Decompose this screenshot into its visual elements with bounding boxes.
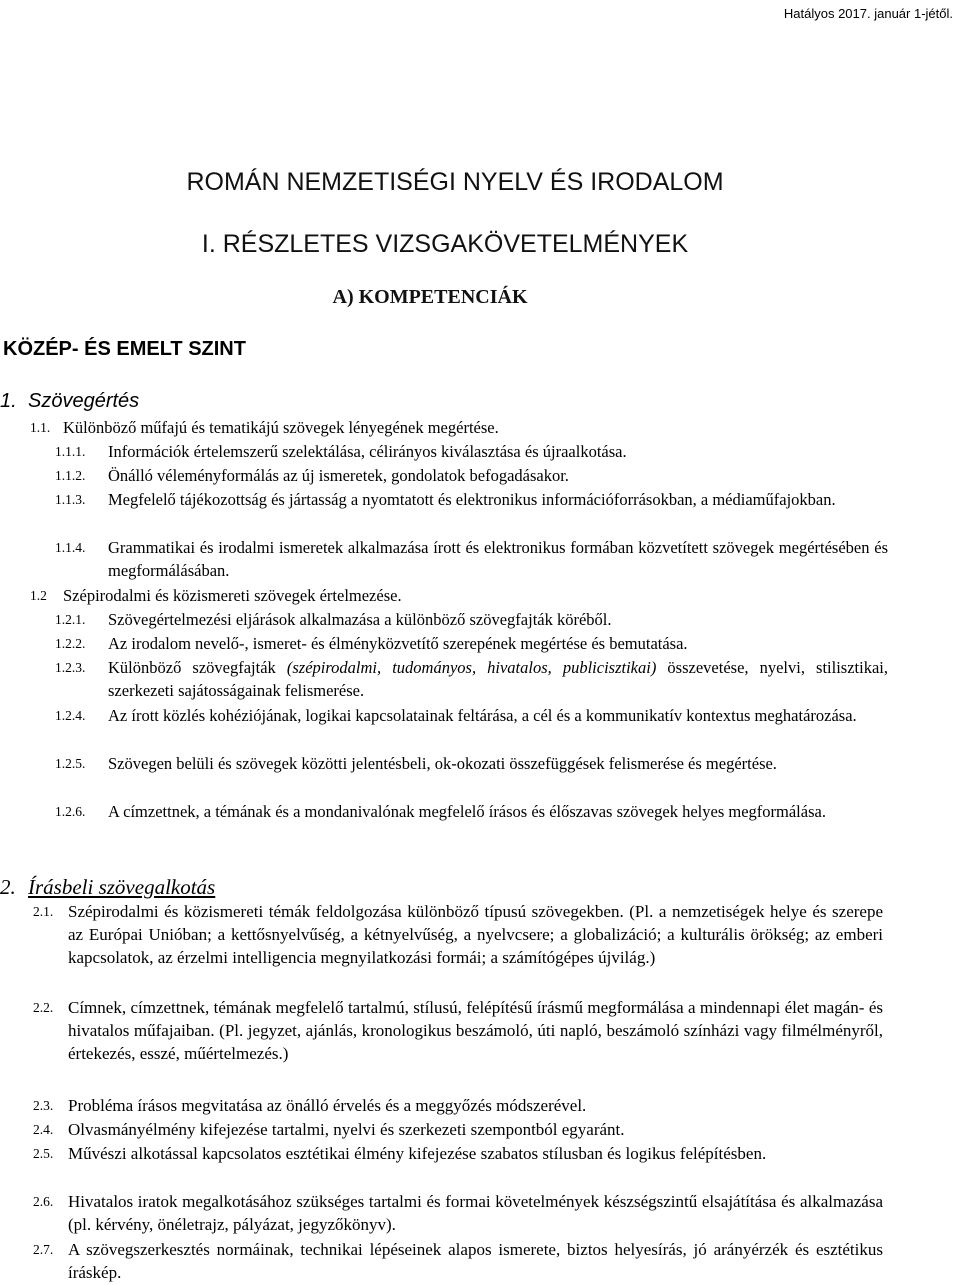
item-number: 1.1.2.	[55, 468, 86, 483]
item-text: Grammatikai és irodalmi ismeretek alkalmazása írott és elektronikus formában közvetített szövegek megértésében és megformálásában.	[108, 538, 888, 580]
item-text: Önálló véleményformálás az új ismeretek, gondolatok befogadásakor.	[108, 466, 569, 485]
item-text-part: Különböző szövegfajták	[108, 658, 287, 677]
subsection-title: Írásbeli szövegalkotás	[28, 875, 216, 899]
item-text-part: összevetése, nyelvi, stilisztikai, szerkezeti sajátosságainak felismerése.	[108, 658, 888, 700]
item-text: Probléma írásos megvitatása az önálló érvelés és a meggyőzés módszerével.	[68, 1096, 587, 1115]
item-text: Szépirodalmi és közismereti szövegek értelmezése.	[63, 586, 402, 605]
item-number: 2.3.	[33, 1098, 54, 1113]
item-number: 1.2.4.	[55, 708, 86, 723]
item-text: A címzettnek, a témának és a mondanivalónak megfelelő írásos és élőszavas szövegek helyes megformálása.	[108, 802, 826, 821]
item-number: 1.1.4.	[55, 540, 86, 555]
item-text: Olvasmányélmény kifejezése tartalmi, nyelvi és szerkezeti szempontból egyaránt.	[68, 1120, 625, 1139]
part-heading: A) KOMPETENCIÁK	[332, 286, 528, 308]
item-text: Hivatalos iratok megalkotásához szükséges tartalmi és formai követelmények készségszintű elsajátítása és alkalmazása (pl. kérvény, önéletrajz, pályázat, jegyzőkönyv).	[68, 1192, 883, 1234]
item-number: 2.2.	[33, 1000, 54, 1015]
level-heading: KÖZÉP- ÉS EMELT SZINT	[3, 338, 246, 360]
item-text: Művészi alkotással kapcsolatos esztétikai élmény kifejezése szabatos stílusban és logikus felépítésben.	[68, 1144, 767, 1163]
item-text: Az írott közlés kohéziójának, logikai kapcsolatainak feltárása, a cél és a kommunikatív kontextus meghatározása.	[108, 706, 857, 725]
subsection-number: 2.	[0, 875, 16, 899]
item-text: Különböző műfajú és tematikájú szövegek lényegének megértése.	[63, 418, 499, 437]
item-number: 2.6.	[33, 1194, 54, 1209]
item-number: 1.2.6.	[55, 804, 86, 819]
subsection-heading-2	[0, 875, 215, 900]
subsection-heading-1	[0, 390, 139, 413]
item-text: Az irodalom nevelő-, ismeret- és élményközvetítő szerepének megértése és bemutatása.	[108, 634, 688, 653]
subsection-title: Szövegértés	[28, 390, 140, 412]
item-text: Információk értelemszerű szelektálása, célirányos kiválasztása és újraalkotása.	[108, 442, 627, 461]
item-number: 1.1.3.	[55, 492, 86, 507]
item-number: 1.2.5.	[55, 756, 86, 771]
item-text	[108, 656, 888, 702]
item-number: 2.5.	[33, 1146, 54, 1161]
document-title: ROMÁN NEMZETISÉGI NYELV ÉS IRODALOM	[186, 168, 724, 196]
item-text: A szövegszerkesztés normáinak, technikai lépéseinek alapos ismerete, biztos helyesírás, jó arányérzék és esztétikus íráskép.	[68, 1240, 883, 1282]
section-heading: I. RÉSZLETES VIZSGAKÖVETELMÉNYEK	[201, 230, 689, 258]
item-number: 1.1.1.	[55, 444, 86, 459]
item-text: Címnek, címzettnek, témának megfelelő tartalmú, stílusú, felépítésű írásmű megformálása a mindennapi élet magán- és hivatalos műfajaiban. (Pl. jegyzet, ajánlás, kronologikus beszámoló, úti napló, beszámoló színházi vagy filmélményről, értekezés, esszé, műértelmezés.)	[68, 998, 883, 1063]
item-text: Megfelelő tájékozottság és jártasság a nyomtatott és elektronikus információforrásokban, a médiaműfajokban.	[108, 490, 836, 509]
item-text: Szövegen belüli és szövegek közötti jelentésbeli, ok-okozati összefüggések felismerése és megértése.	[108, 754, 777, 773]
item-number: 1.1.	[30, 420, 51, 435]
effective-date-note: Hatályos 2017. január 1-jétől.	[783, 6, 953, 21]
item-number: 1.2.3.	[55, 660, 86, 675]
item-text: Szövegértelmezési eljárások alkalmazása a különböző szövegfajták köréből.	[108, 610, 612, 629]
subsection-number: 1.	[0, 390, 17, 412]
item-number: 2.4.	[33, 1122, 54, 1137]
item-number: 1.2.2.	[55, 636, 86, 651]
item-number: 2.1.	[33, 904, 54, 919]
item-text-italic: (szépirodalmi, tudományos, hivatalos, publicisztikai)	[286, 658, 657, 677]
item-number: 1.2	[30, 588, 47, 603]
item-number: 1.2.1.	[55, 612, 86, 627]
item-number: 2.7.	[33, 1242, 54, 1257]
item-text: Szépirodalmi és közismereti témák feldolgozása különböző típusú szövegekben. (Pl. a nemzetiségek helye és szerepe az Európai Unióban; a kettősnyelvűség, a kétnyelvűség, a nyelvcsere; a globalizáció; a kulturális örökség; az emberi kapcsolatok, az érzelmi intelligencia megnyilatkozási formái; a számítógépes újvilág.)	[68, 902, 883, 967]
